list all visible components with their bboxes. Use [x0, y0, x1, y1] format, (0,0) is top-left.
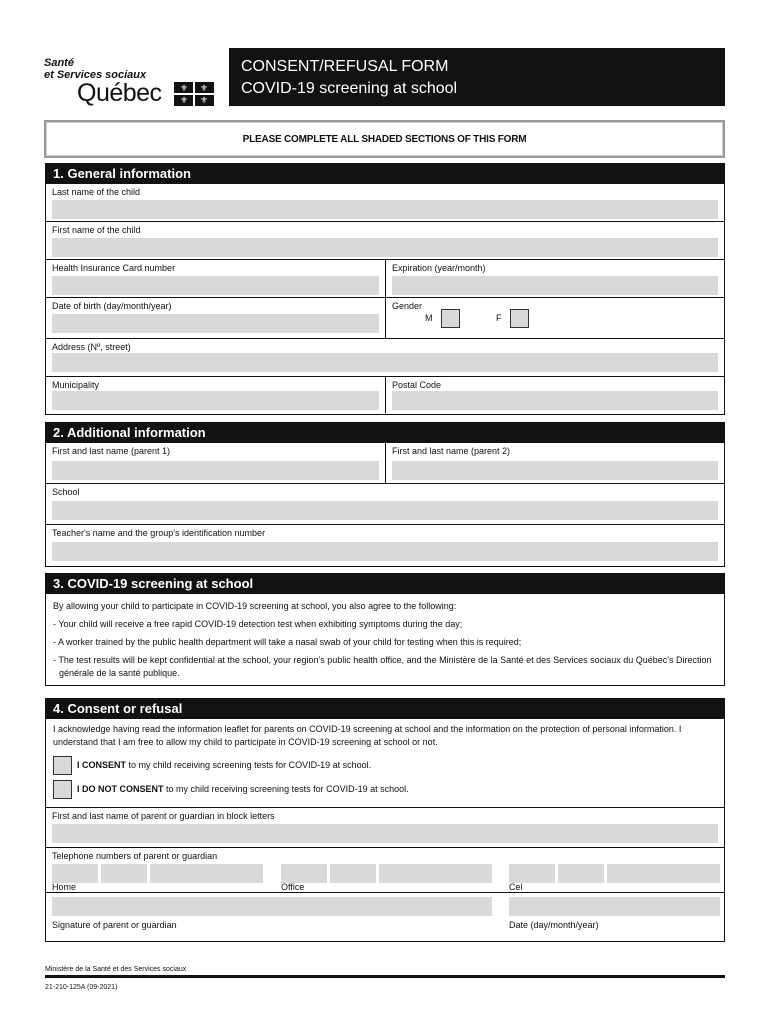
date-field[interactable] [509, 897, 720, 916]
label-last-name: Last name of the child [52, 187, 141, 197]
refuse-checkbox[interactable] [53, 780, 72, 799]
row-phones [46, 847, 724, 892]
fleur-de-lis-flag-icon: ⚜ ⚜ ⚜ ⚜ [174, 82, 214, 106]
address-field[interactable] [52, 353, 718, 372]
footer-form-code: 21-210-125A (09-2021) [45, 984, 118, 991]
row-first-name [46, 221, 724, 259]
quebec-logo [44, 58, 224, 110]
screening-item-2: - A worker trained by the public health department will take a nasal swab of your child for testing when this is required; [53, 637, 522, 647]
section-additional-information [45, 422, 725, 567]
label-date: Date (day/month/year) [509, 920, 599, 930]
footer-ministry: Ministère de la Santé et des Services sociaux [45, 966, 187, 973]
label-postal-code: Postal Code [392, 380, 442, 390]
acknowledge-line-1: I acknowledge having read the information leaflet for parents on COVID-19 screening at school and the information on the protection of personal information. I [53, 724, 682, 734]
label-parent-2: First and last name (parent 2) [392, 446, 511, 456]
home-prefix-field[interactable] [101, 864, 147, 883]
label-expiration: Expiration (year/month) [392, 263, 486, 273]
section-heading: 1. General information [46, 164, 724, 184]
form-title-box [229, 48, 725, 106]
consent-checkbox[interactable] [53, 756, 72, 775]
office-number-field[interactable] [379, 864, 492, 883]
screening-item-1: - Your child will receive a free rapid COVID-19 detection test when exhibiting symptoms during the day; [53, 619, 463, 629]
row-school [46, 483, 724, 524]
screening-text [46, 594, 724, 680]
logo-line-1: Santé [44, 57, 74, 69]
label-teacher: Teacher's name and the group's identification number [52, 528, 266, 538]
label-health-card: Health Insurance Card number [52, 263, 176, 273]
label-municipality: Municipality [52, 380, 100, 390]
section-heading: 2. Additional information [46, 423, 724, 443]
cel-area-code-field[interactable] [509, 864, 555, 883]
label-phones: Telephone numbers of parent or guardian [52, 851, 218, 861]
row-last-name [46, 184, 724, 221]
refuse-bold: I DO NOT CONSENT [77, 784, 164, 794]
office-area-code-field[interactable] [281, 864, 327, 883]
dob-field[interactable] [52, 314, 379, 333]
row-dob-gender [46, 297, 724, 338]
label-gender-f: F [496, 313, 502, 323]
home-area-code-field[interactable] [52, 864, 98, 883]
label-address: Address (Nº, street) [52, 342, 131, 352]
parent-2-field[interactable] [392, 461, 718, 480]
cel-prefix-field[interactable] [558, 864, 604, 883]
label-dob: Date of birth (day/month/year) [52, 301, 172, 311]
guardian-name-field[interactable] [52, 824, 718, 843]
expiration-field[interactable] [392, 276, 718, 295]
row-consent [46, 719, 724, 807]
footer-rule [45, 975, 725, 978]
consent-bold: I CONSENT [77, 760, 127, 770]
label-parent-1: First and last name (parent 1) [52, 446, 171, 456]
label-guardian-name: First and last name of parent or guardian in block letters [52, 811, 275, 821]
last-name-field[interactable] [52, 200, 718, 219]
logo-line-2: et Services sociaux [44, 69, 147, 81]
form-subtitle: COVID-19 screening at school [241, 80, 458, 97]
gender-f-checkbox[interactable] [510, 309, 529, 328]
row-guardian-name [46, 807, 724, 847]
row-teacher [46, 524, 724, 566]
office-prefix-field[interactable] [330, 864, 376, 883]
row-parents [46, 443, 724, 483]
instructions-banner: PLEASE COMPLETE ALL SHADED SECTIONS OF THIS FORM [44, 120, 725, 158]
row-health-card [46, 259, 724, 297]
section-heading: 4. Consent or refusal [46, 699, 724, 719]
municipality-field[interactable] [52, 391, 379, 410]
section-consent-refusal [45, 698, 725, 942]
row-municipality [46, 376, 724, 413]
label-gender: Gender [392, 301, 423, 311]
row-address [46, 338, 724, 376]
postal-code-field[interactable] [392, 391, 718, 410]
first-name-field[interactable] [52, 238, 718, 257]
school-field[interactable] [52, 501, 718, 520]
label-school: School [52, 487, 80, 497]
section-covid-screening [45, 573, 725, 686]
signature-field[interactable] [52, 897, 492, 916]
consent-label [77, 759, 371, 772]
section-general-information [45, 163, 725, 415]
acknowledge-line-2: understand that I am free to allow my child to participate in COVID-19 screening at school or not. [53, 737, 438, 747]
label-first-name: First name of the child [52, 225, 141, 235]
section-heading: 3. COVID-19 screening at school [46, 574, 724, 594]
consent-rest: to my child receiving screening tests for COVID-19 at school. [126, 760, 372, 770]
gender-m-checkbox[interactable] [441, 309, 460, 328]
label-cel: Cel [509, 882, 523, 892]
label-gender-m: M [425, 313, 433, 323]
parent-1-field[interactable] [52, 461, 379, 480]
home-number-field[interactable] [150, 864, 263, 883]
label-signature: Signature of parent or guardian [52, 920, 177, 930]
refuse-label [77, 783, 409, 796]
label-home: Home [52, 882, 77, 892]
screening-item-3: - The test results will be kept confidential at the school, your region's public health office, and the Ministère de la Santé et des Services sociaux du Québec's Direction [53, 655, 712, 665]
form-title: CONSENT/REFUSAL FORM [241, 58, 449, 75]
screening-item-3-cont: générale de la santé publique. [59, 668, 180, 678]
refuse-rest: to my child receiving screening tests for COVID-19 at school. [163, 784, 409, 794]
cel-number-field[interactable] [607, 864, 720, 883]
health-card-field[interactable] [52, 276, 379, 295]
row-signature [46, 892, 724, 935]
screening-intro: By allowing your child to participate in COVID-19 screening at school, you also agree to the following: [53, 601, 457, 611]
teacher-field[interactable] [52, 542, 718, 561]
label-office: Office [281, 882, 305, 892]
logo-line-3: Québec [77, 79, 162, 107]
